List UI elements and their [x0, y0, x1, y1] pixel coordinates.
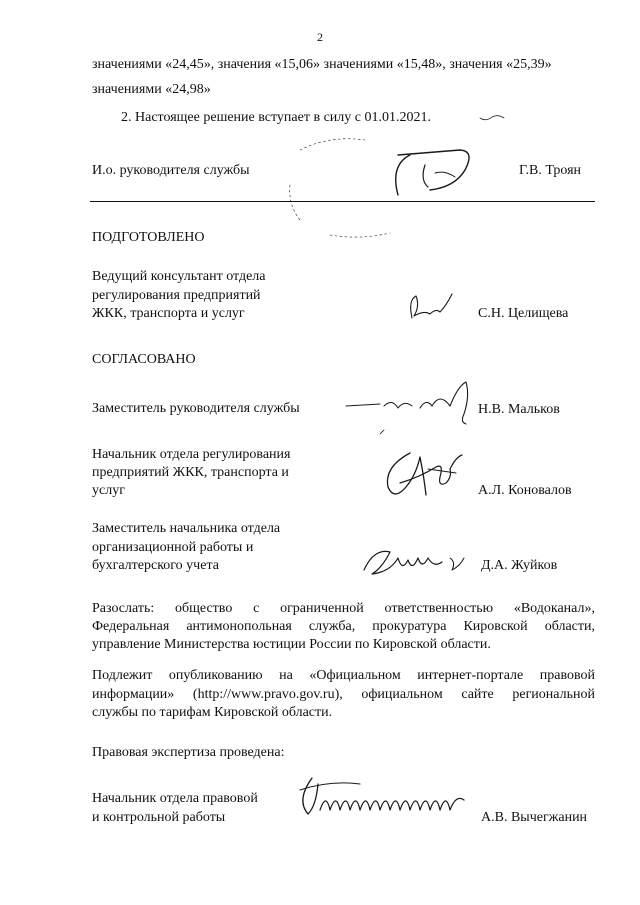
- distribution-line-3: управление Министерства юстиции России по Кировской области.: [92, 637, 491, 652]
- prepared-signature: [400, 288, 460, 328]
- agreed-heading: СОГЛАСОВАНО: [92, 352, 196, 367]
- agreed-signer-2-position-line-3: услуг: [92, 483, 125, 498]
- agreed-signer-2-signature: [380, 447, 470, 505]
- pen-mark: [478, 110, 506, 124]
- agreed-signer-3-position-line-2: организационной работы и: [92, 540, 254, 555]
- agreed-signer-1-position: Заместитель руководителя службы: [92, 401, 300, 416]
- publication-line-2: информации» (http://www.pravo.gov.ru), официальном сайте региональной: [92, 687, 595, 702]
- head-name: Г.В. Троян: [519, 163, 582, 178]
- agreed-signer-3-signature: [360, 538, 470, 583]
- distribution-line-1: Разослать: общество с ограниченной ответственностью «Водоканал»,: [92, 601, 595, 616]
- legal-head-signature: [290, 770, 470, 825]
- agreed-signer-2-name: А.Л. Коновалов: [478, 483, 572, 498]
- page-number: 2: [317, 30, 323, 44]
- distribution-line-2: Федеральная антимонопольная служба, прокуратура Кировской области,: [92, 619, 595, 634]
- agreed-signer-2-position-line-1: Начальник отдела регулирования: [92, 447, 291, 462]
- legal-head-name: А.В. Вычегжанин: [481, 810, 588, 825]
- legal-head-position-line-1: Начальник отдела правовой: [92, 791, 258, 806]
- prepared-position-line-1: Ведущий консультант отдела: [92, 269, 266, 284]
- prepared-position-line-2: регулирования предприятий: [92, 288, 261, 303]
- clause-2: 2. Настоящее решение вступает в силу с 01.01.2021.: [121, 110, 431, 125]
- agreed-signer-2-position-line-2: предприятий ЖКК, транспорта и: [92, 465, 289, 480]
- agreed-signer-1-signature: [340, 378, 490, 443]
- prepared-heading: ПОДГОТОВЛЕНО: [92, 230, 205, 245]
- head-position: И.о. руководителя службы: [92, 163, 250, 178]
- head-stamp-and-signature: [270, 125, 500, 240]
- prepared-name: С.Н. Целищева: [478, 306, 569, 321]
- agreed-signer-3-name: Д.А. Жуйков: [481, 558, 558, 573]
- agreed-signer-3-position-line-3: бухгалтерского учета: [92, 558, 219, 573]
- header-divider: [90, 201, 595, 202]
- legal-head-position-line-2: и контрольной работы: [92, 810, 226, 825]
- prepared-position-line-3: ЖКК, транспорта и услуг: [92, 306, 245, 321]
- publication-line-1: Подлежит опубликованию на «Официальном интернет-портале правовой: [92, 668, 595, 683]
- agreed-signer-3-position-line-1: Заместитель начальника отдела: [92, 521, 281, 536]
- continuation-line-2: значениями «24,98»: [92, 82, 211, 97]
- publication-line-3: службы по тарифам Кировской области.: [92, 705, 333, 720]
- legal-review-note: Правовая экспертиза проведена:: [92, 745, 285, 760]
- continuation-line-1: значениями «24,45», значения «15,06» значениями «15,48», значения «25,39»: [92, 57, 552, 72]
- agreed-signer-1-name: Н.В. Мальков: [478, 402, 560, 417]
